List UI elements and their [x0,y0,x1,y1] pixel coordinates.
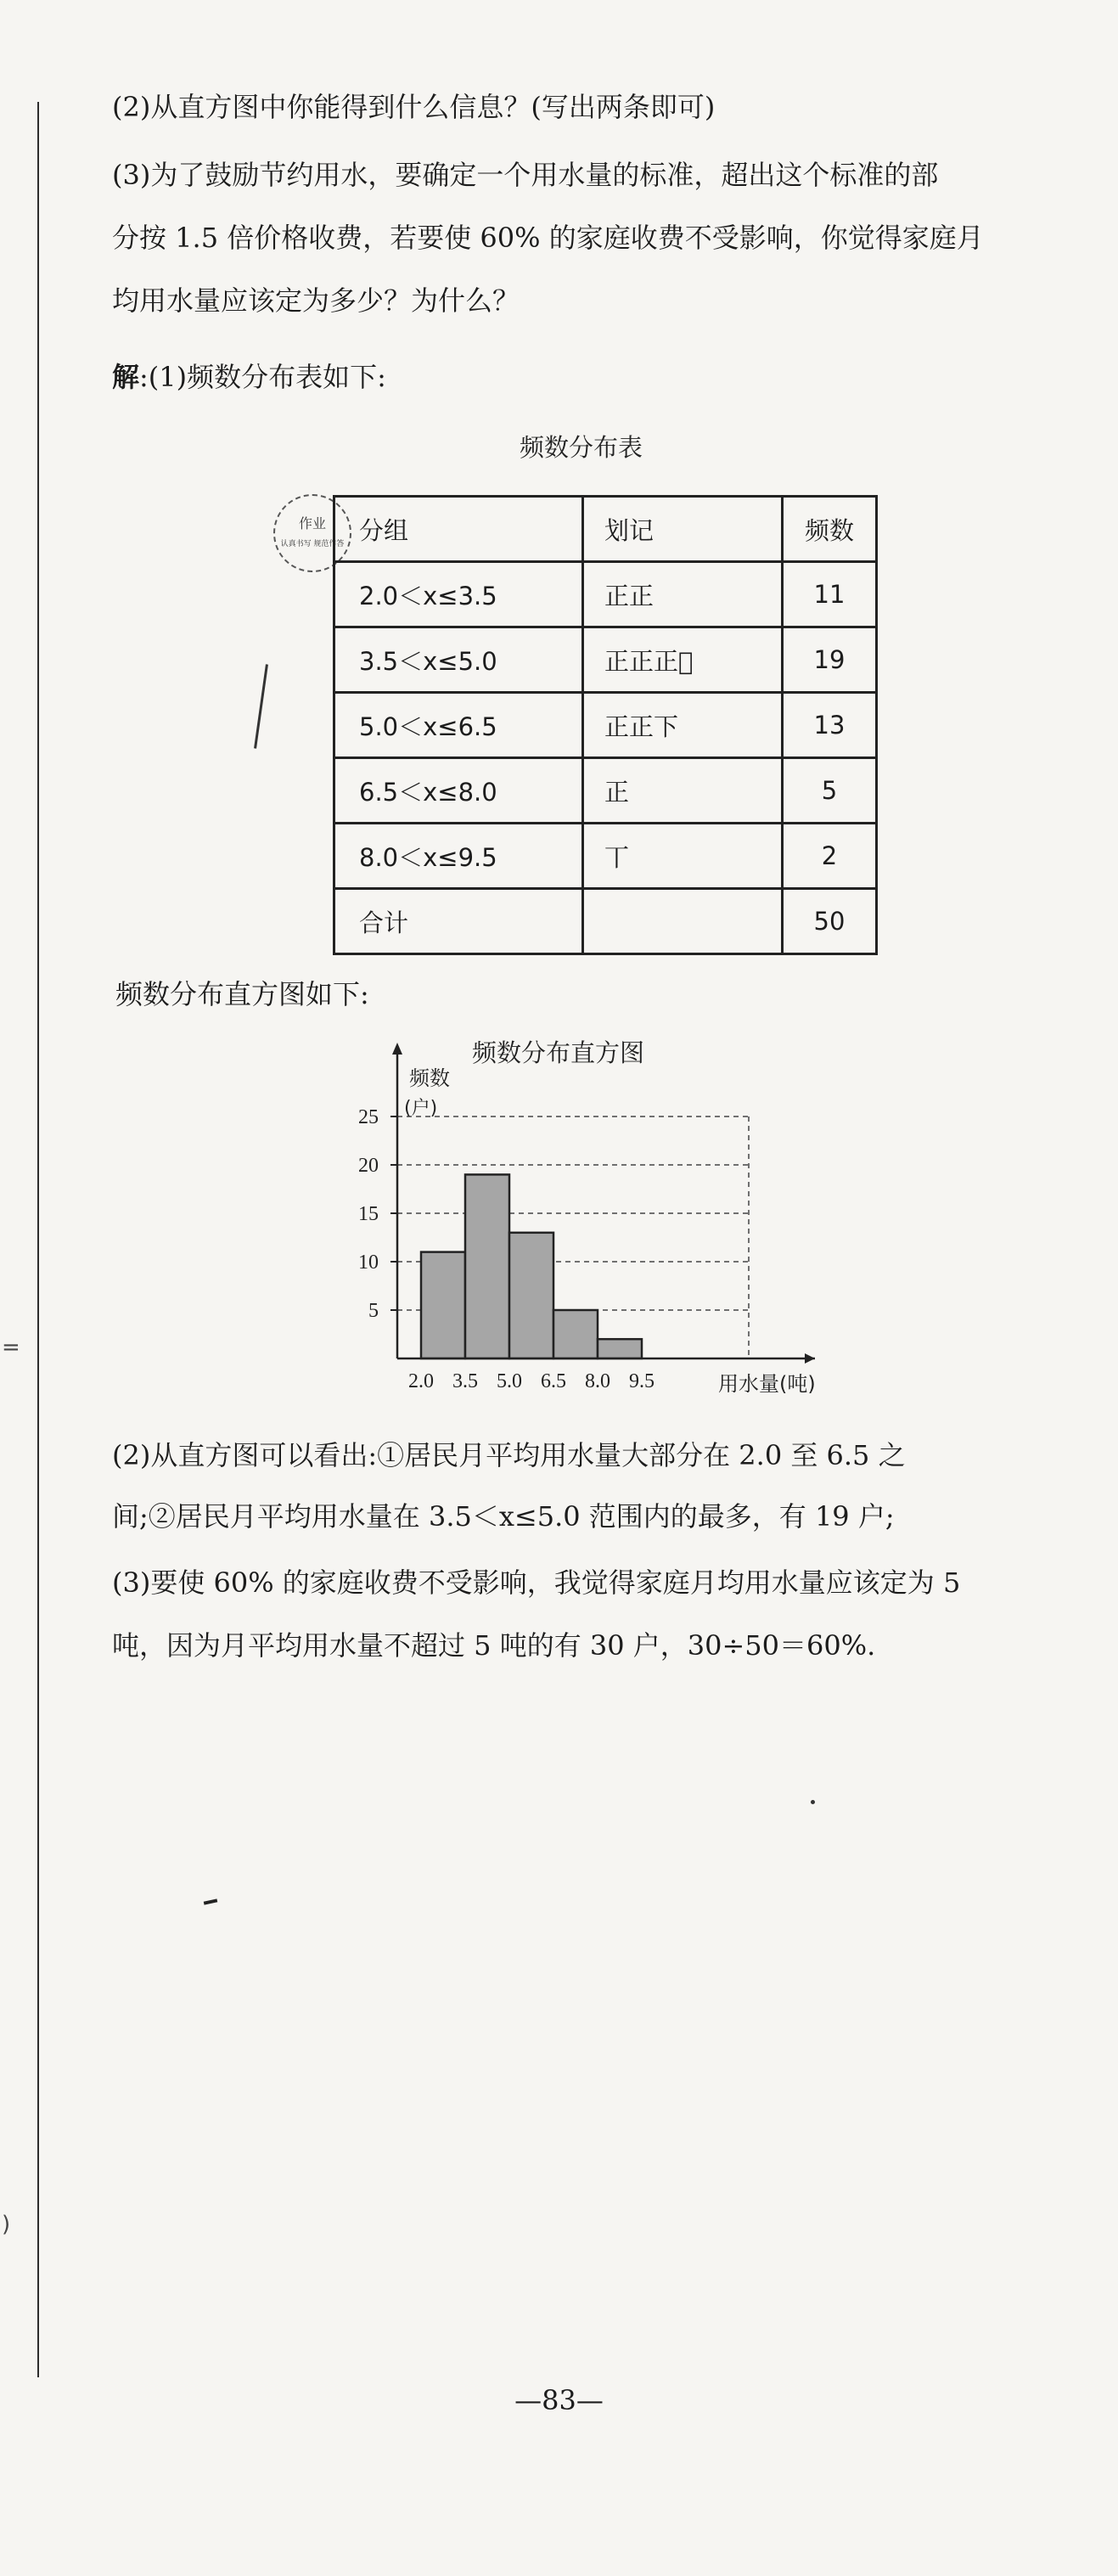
question-3-line-2: 分按 1.5 倍价格收费，若要使 60% 的家庭收费不受影响，你觉得家庭月 [112,222,984,254]
count-cell: 5 [783,758,877,824]
tally-cell: 丅 [583,824,783,889]
group-cell: 5.0＜x≤6.5 [334,693,583,758]
count-cell: 2 [783,824,877,889]
x-axis-arrow [805,1353,815,1364]
table-row [334,758,877,824]
y-axis-arrow [392,1043,402,1055]
y-tick-label: 15 [358,1203,379,1225]
tally-cell: 正正正𠀆 [583,627,783,693]
edge-mark: = [2,1335,20,1360]
x-axis-label: 用水量(吨) [718,1372,816,1396]
table-header: 分组 [334,497,583,562]
x-tick-label: 3.5 [452,1370,478,1392]
solution-label: 解 [112,361,140,393]
y-tick-label: 25 [358,1106,379,1128]
page-number: —83— [514,2384,604,2416]
x-tick-label: 2.0 [408,1370,434,1392]
count-cell: 13 [783,693,877,758]
chart-bars [421,1174,642,1358]
y-tick-label: 10 [358,1251,379,1274]
group-cell: 6.5＜x≤8.0 [334,758,583,824]
ink-dash [204,1898,217,1904]
table-row [334,627,877,693]
x-tick-label: 5.0 [497,1370,522,1392]
tally-cell: 正正下 [583,693,783,758]
group-cell: 3.5＜x≤5.0 [334,627,583,693]
histogram-intro: 频数分布直方图如下: [115,978,369,1010]
group-cell: 8.0＜x≤9.5 [334,824,583,889]
histogram-bar [509,1233,553,1358]
histogram-bar [465,1174,509,1358]
solution-intro-text: :(1)频数分布表如下: [139,361,386,393]
stamp-subtext: 认真书写 规范作答 [280,540,345,548]
tally-cell: 正正 [583,562,783,627]
answer-2-line-2: 间;②居民月平均用水量在 3.5＜x≤5.0 范围内的最多，有 19 户; [112,1500,895,1533]
table-total-row [334,889,877,954]
question-3-line-1: (3)为了鼓励节约用水，要确定一个用水量的标准，超出这个标准的部 [112,159,939,191]
solution-intro [112,355,1088,399]
question-2: (2)从直方图中你能得到什么信息？(写出两条即可) [112,91,716,123]
y-axis-unit: (户) [404,1098,438,1119]
question-3-line-3: 均用水量应该定为多少？为什么？ [112,284,520,317]
histogram-bar [421,1252,465,1358]
ink-dot [811,1800,815,1804]
total-label: 合计 [334,889,583,954]
table-header-row [334,497,877,562]
frequency-table [333,495,878,955]
count-cell: 11 [783,562,877,627]
stamp-text: 作业 [298,515,326,532]
y-tick-label: 20 [358,1155,379,1177]
tally-cell: 正 [583,758,783,824]
y-tick-label: 5 [368,1300,379,1322]
group-cell: 2.0＜x≤3.5 [334,562,583,627]
total-tally-empty [583,889,783,954]
answer-2-line-1: (2)从直方图可以看出:①居民月平均用水量大部分在 2.0 至 6.5 之 [112,1439,906,1471]
x-tick-label: 6.5 [541,1370,566,1392]
answer-3-line-1: (3)要使 60% 的家庭收费不受影响，我觉得家庭月均用水量应该定为 5 [112,1566,961,1599]
table-row [334,693,877,758]
table-row [334,562,877,627]
table-row [334,824,877,889]
table-header: 频数 [783,497,877,562]
total-value: 50 [783,889,877,954]
pen-scribble [254,664,268,748]
count-cell: 19 [783,627,877,693]
edge-mark: ) [2,2212,11,2237]
x-tick-label: 9.5 [629,1370,655,1392]
table-header: 划记 [583,497,783,562]
chart-title: 频数分布直方图 [472,1038,645,1067]
answer-3-line-2: 吨，因为月平均用水量不超过 5 吨的有 30 户，30÷50＝60%. [112,1629,876,1662]
x-tick-label: 8.0 [585,1370,610,1392]
histogram-bar [553,1310,598,1358]
histogram-bar [598,1339,642,1358]
binding-margin-line [37,102,39,2377]
table-title: 频数分布表 [520,433,643,462]
histogram-chart [340,1027,849,1409]
y-axis-label: 频数 [409,1066,450,1090]
